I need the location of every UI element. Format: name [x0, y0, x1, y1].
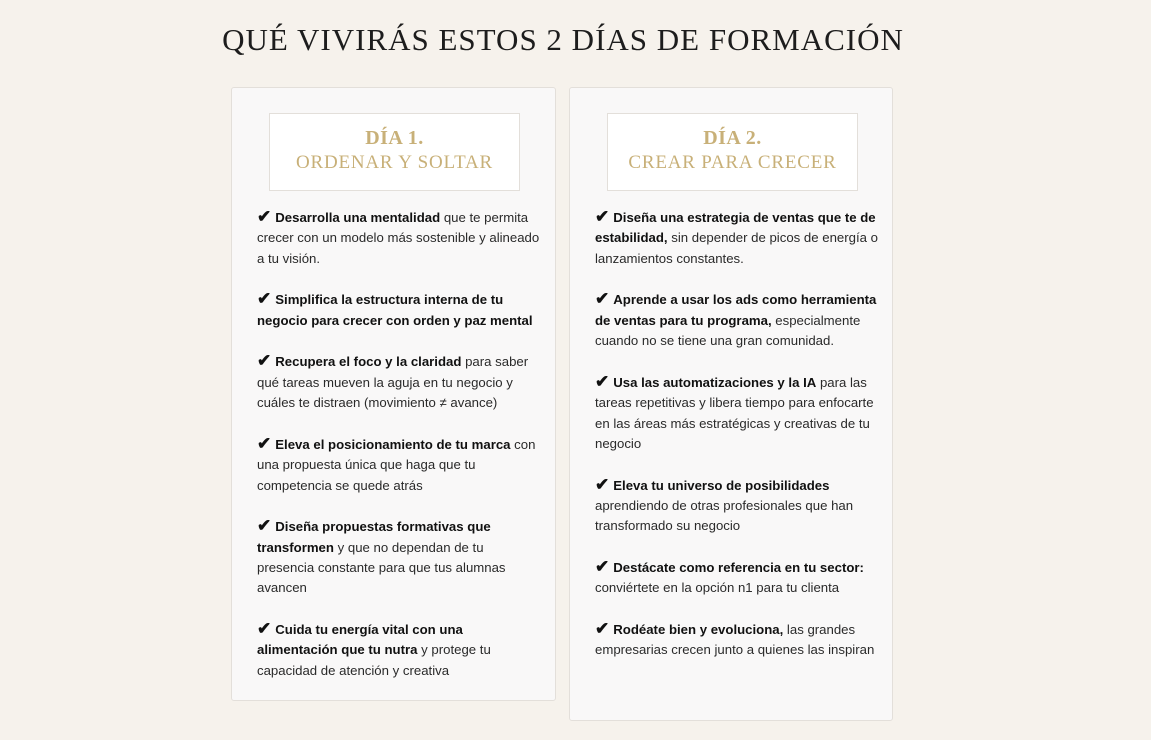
item-bold-text: Desarrolla una mentalidad: [275, 210, 441, 225]
item-text: y protege tu capacidad de atención y creativa: [257, 642, 491, 678]
item-bold-text: Diseña propuestas formativas que transformen: [257, 519, 491, 555]
page-title: QUÉ VIVIRÁS ESTOS 2 DÍAS DE FORMACIÓN: [222, 22, 904, 57]
item-bold-text: Simplifica la estructura interna de tu negocio para crecer con orden y paz mental: [257, 292, 533, 328]
checkmark-icon: ✔: [595, 474, 610, 494]
day-2-list: [595, 207, 880, 681]
day-1-card: [231, 87, 556, 701]
item-text: con una propuesta única que haga que tu competencia se quede atrás: [257, 436, 536, 493]
day-2-card: [569, 87, 893, 721]
checkmark-icon: ✔: [595, 289, 610, 309]
checkmark-icon: ✔: [257, 619, 272, 639]
item-bold-text: Eleva el posicionamiento de tu marca: [275, 436, 511, 452]
checkmark-icon: ✔: [257, 351, 272, 371]
day-1-list: [257, 207, 542, 701]
item-bold-text: Destácate como referencia en tu sector:: [613, 560, 864, 576]
list-item: [257, 434, 542, 496]
item-bold-text: Diseña una estrategia de ventas que te de estabilidad,: [595, 210, 876, 246]
day-1-label: DÍA 1.: [365, 127, 424, 149]
checkmark-icon: ✔: [595, 207, 610, 226]
list-item: [257, 207, 542, 269]
item-text: y que no dependan de tu presencia constante para que tus alumnas avancen: [257, 539, 506, 596]
item-bold-text: Aprende a usar los ads como herramienta de ventas para tu programa,: [595, 292, 877, 328]
item-text: que te permita crecer con un modelo más sostenible y alineado a tu visión.: [257, 210, 540, 266]
list-item: [257, 516, 542, 599]
day-1-header: [269, 113, 520, 191]
checkmark-icon: ✔: [595, 619, 610, 639]
list-item: [595, 557, 880, 599]
list-item: [595, 475, 880, 537]
list-item: [257, 619, 542, 681]
day-2-label: DÍA 2.: [703, 127, 762, 149]
item-text: aprendiendo de otras profesionales que han transformado su negocio: [595, 498, 854, 534]
item-bold-text: Cuida tu energía vital con una alimentación que tu nutra: [257, 622, 463, 658]
checkmark-icon: ✔: [595, 557, 610, 577]
list-item: [257, 289, 542, 331]
list-item: [257, 351, 542, 413]
item-text: conviértete en la opción n1 para tu clienta: [595, 580, 840, 596]
checkmark-icon: ✔: [257, 207, 272, 226]
day-2-header: [607, 113, 858, 191]
item-text: sin depender de picos de energía o lanzamientos constantes.: [595, 230, 878, 266]
day-2-subtitle: CREAR PARA CRECER: [628, 152, 837, 173]
item-text: las grandes empresarias crecen junto a quienes las inspiran: [595, 622, 875, 658]
list-item: [595, 372, 880, 455]
checkmark-icon: ✔: [257, 289, 272, 309]
list-item: [595, 619, 880, 661]
item-text: para las tareas repetitivas y libera tiempo para enfocarte en las áreas más estratégicas y creativas de tu negocio: [595, 374, 874, 452]
checkmark-icon: ✔: [595, 371, 610, 391]
checkmark-icon: ✔: [257, 516, 272, 536]
item-bold-text: Rodéate bien y evoluciona,: [613, 622, 784, 638]
item-text: para saber qué tareas mueven la aguja en tu negocio y cuáles te distraen (movimiento ≠ avance): [257, 354, 529, 411]
list-item: [595, 207, 880, 269]
item-bold-text: Eleva tu universo de posibilidades: [613, 477, 830, 493]
list-item: [595, 289, 880, 351]
day-1-subtitle: ORDENAR Y SOLTAR: [295, 152, 494, 173]
item-bold-text: Recupera el foco y la claridad: [275, 354, 462, 370]
checkmark-icon: ✔: [257, 433, 272, 453]
item-bold-text: Usa las automatizaciones y la IA: [613, 374, 817, 390]
item-text: especialmente cuando no se tiene una gran comunidad.: [595, 312, 861, 349]
